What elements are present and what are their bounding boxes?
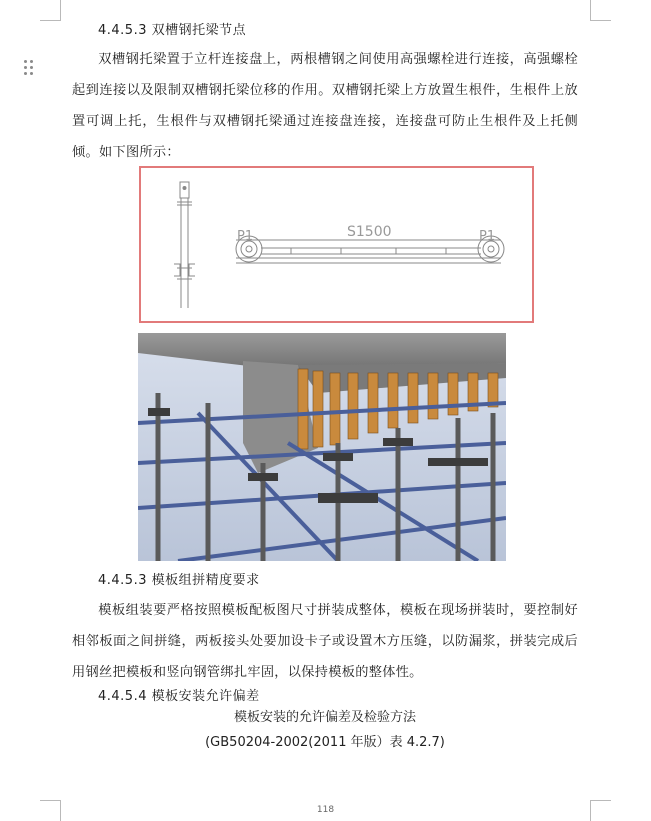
table-title: 模板安装的允许偏差及检验方法	[233, 710, 416, 725]
node-drawing-svg	[141, 168, 532, 321]
figure-node-drawing	[139, 166, 534, 323]
label-left-node: P1	[237, 229, 254, 244]
label-span: S1500	[347, 224, 392, 240]
paragraph-assembly-precision: 模板组装要严格按照模板配板图尺寸拼装成整体，模板在现场拼装时，要控制好相邻板面之间拼缝，两板接头处要加设卡子或设置木方压缝，以防漏浆，拼装完成后用钢丝把模板和竖向钢管绑扎牢固，以保持模板的整体性。	[72, 603, 578, 680]
table-subtitle: (GB50204-2002(2011 年版）表 4.2.7)	[205, 735, 445, 750]
page-number: 118	[316, 805, 335, 815]
formwork-render-svg	[138, 333, 506, 561]
section-heading-assembly-precision: 4.4.5.3 模板组拼精度要求	[98, 573, 260, 588]
label-right-node: P1	[479, 229, 496, 244]
drag-handle-icon[interactable]	[24, 60, 34, 76]
section-heading-steel-beam: 4.4.5.3 双槽钢托梁节点	[98, 23, 247, 38]
section-heading-allowable-deviation: 4.4.5.4 模板安装允许偏差	[98, 689, 260, 704]
crop-mark-top-right	[590, 0, 611, 21]
crop-mark-top-left	[40, 0, 61, 21]
paragraph-steel-beam: 双槽钢托梁置于立杆连接盘上，两根槽钢之间使用高强螺栓进行连接，高强螺栓起到连接以及限制双槽钢托梁位移的作用。双槽钢托梁上方放置生根件，生根件上放置可调上托，生根件与双槽钢托梁通过连接盘连接，连接盘可防止生根件及上托侧倾。如下图所示：	[72, 52, 578, 160]
figure-formwork-render	[138, 333, 506, 561]
